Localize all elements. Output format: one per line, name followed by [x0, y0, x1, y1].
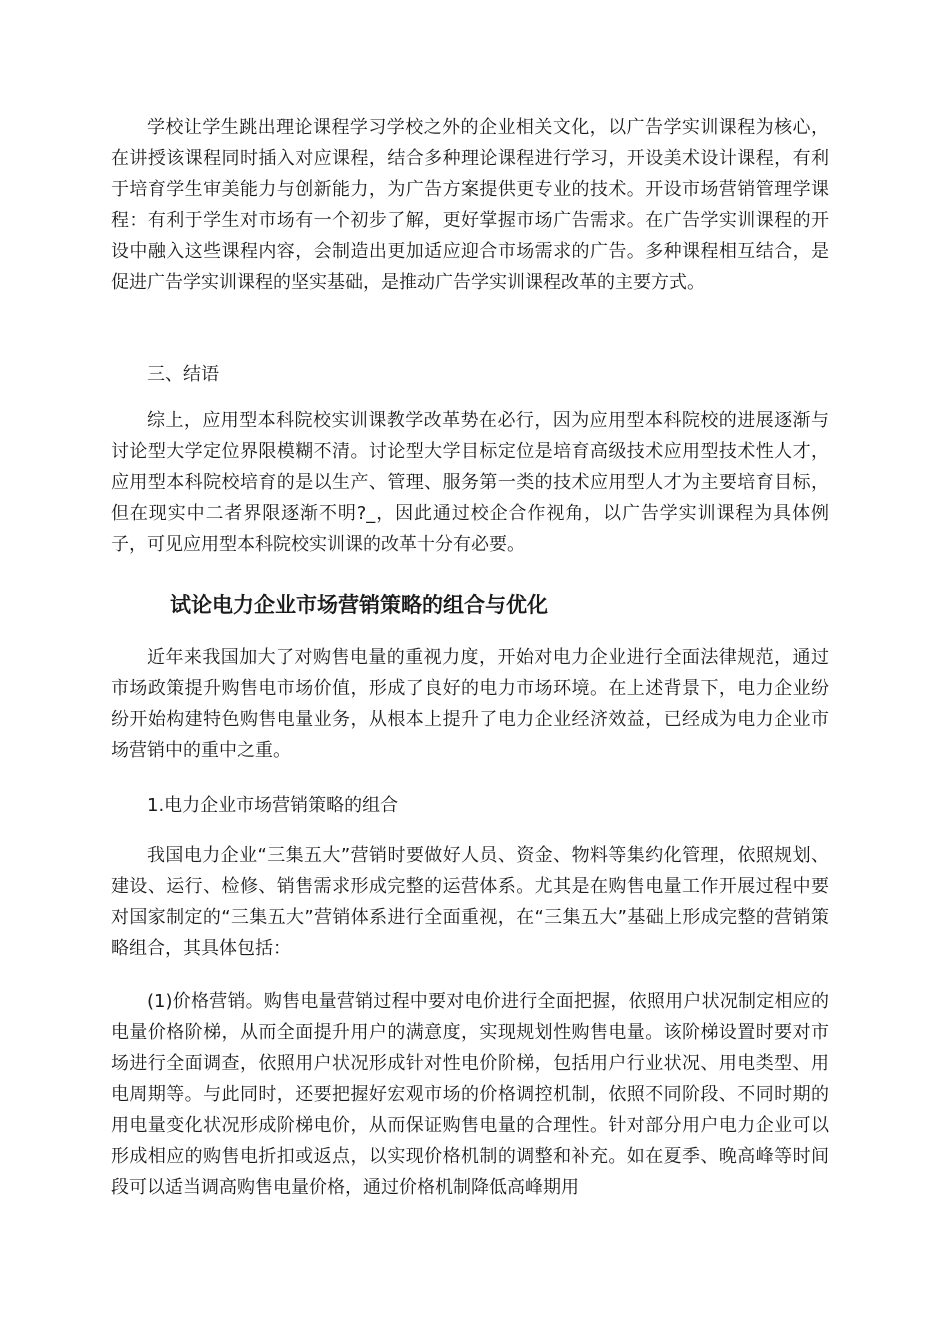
section-heading-strategy-combination: 1.电力企业市场营销策略的组合: [147, 795, 399, 816]
section-heading-conclusion: 三、结语: [147, 364, 219, 385]
paragraph-conclusion: 综上，应用型本科院校实训课教学改革势在必行，因为应用型本科院校的进展逐渐与讨论型大学定位界限模糊不清。讨论型大学目标定位是培育高级技术应用型技术性人才，应用型本科院校培育的是以生产、管理、服务第一类的技术应用型人才为主要培育目标，但在现实中二者界限逐渐不明?_，因此通过校企合作视角，以广告学实训课程为具体例子，可见应用型本科院校实训课的改革十分有必要。: [111, 410, 829, 555]
paragraph-course-integration: 学校让学生跳出理论课程学习学校之外的企业相关文化，以广告学实训课程为核心，在讲授该课程同时插入对应课程，结合多种理论课程进行学习，开设美术设计课程，有利于培育学生审美能力与创新能力，为广告方案提供更专业的技术。开设市场营销管理学课程：有利于学生对市场有一个初步了解，更好掌握市场广告需求。在广告学实训课程的开设中融入这些课程内容，会制造出更加适应迎合市场需求的广告。多种课程相互结合，是促进广告学实训课程的坚实基础，是推动广告学实训课程改革的主要方式。: [111, 117, 829, 293]
paragraph-price-marketing: (1)价格营销。购售电量营销过程中要对电价进行全面把握，依照用户状况制定相应的电量价格阶梯，从而全面提升用户的满意度，实现规划性购售电量。该阶梯设置时要对市场进行全面调查，依照用户状况形成针对性电价阶梯，包括用户行业状况、用电类型、用电周期等。与此同时，还要把握好宏观市场的价格调控机制，依照不同阶段、不同时期的用电量变化状况形成阶梯电价，从而保证购售电量的合理性。针对部分用户电力企业可以形成相应的购售电折扣或返点，以实现价格机制的调整和补充。如在夏季、晚高峰等时间段可以适当调高购售电量价格，通过价格机制降低高峰期用: [111, 991, 829, 1198]
paragraph-intro: 近年来我国加大了对购售电量的重视力度，开始对电力企业进行全面法律规范，通过市场政策提升购售电市场价值，形成了良好的电力市场环境。在上述背景下，电力企业纷纷开始构建特色购售电量业务，从根本上提升了电力企业经济效益，已经成为电力企业市场营销中的重中之重。: [111, 647, 829, 761]
article-title: 试论电力企业市场营销策略的组合与优化: [170, 593, 548, 617]
paragraph-three-five-system: 我国电力企业“三集五大”营销时要做好人员、资金、物料等集约化管理，依照规划、建设、运行、检修、销售需求形成完整的运营体系。尤其是在购售电量工作开展过程中要对国家制定的“三集五大”营销体系进行全面重视，在“三集五大”基础上形成完整的营销策略组合，其具体包括：: [111, 845, 829, 959]
